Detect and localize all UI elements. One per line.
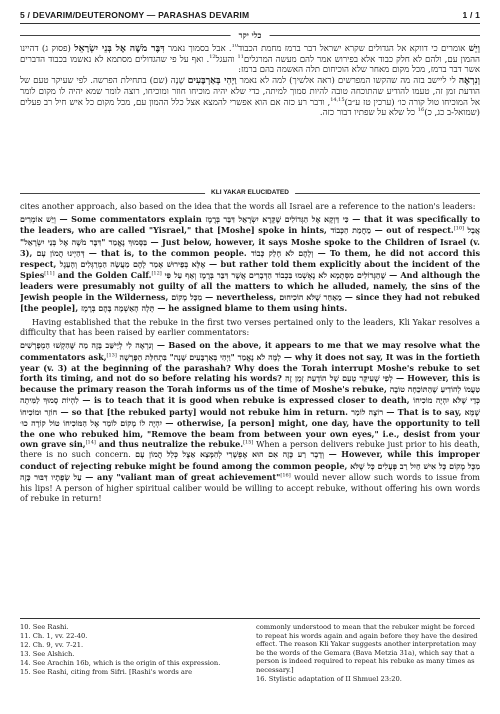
- translation: and the Golden Calf.: [54, 270, 152, 281]
- hebrew-verse-quote: וַיְהִי בְּאַרְבָּעִים: [187, 75, 237, 87]
- hebrew-text: כל שלא על שפתיו דבור כזה.: [319, 108, 418, 119]
- translation: — nevertheless,: [202, 291, 280, 302]
- translation: — any "valiant man of great achievement": [81, 471, 281, 482]
- running-head: [20, 8, 480, 24]
- hebrew-commentary: [20, 44, 480, 186]
- hebrew-phrase: וְלָהֶם לֹא חָלַק כָּבוֹד: [250, 248, 314, 258]
- translation: — out of respect.: [370, 225, 454, 236]
- hebrew-phrase: וְיֵשׁ אוֹמְרִים: [20, 215, 56, 225]
- translation: — otherwise, [a person] might, one day, have the opportunity to tell the one who rebuked him, "Remove the beam from between your own eyes," i.e., desist from your own grave sin,: [20, 417, 480, 450]
- english-paragraph-3: [20, 340, 480, 503]
- hebrew-phrase: רוֹצֶה לוֹמַר: [351, 407, 384, 417]
- hebrew-phrase: לְפִי שֶׁעִיקַּר טַעַם שֶׁל הוֹדָעַת זְמַן זֶה: [285, 374, 393, 384]
- elucidated-divider: [20, 188, 480, 198]
- footnotes: [20, 618, 480, 684]
- hebrew-text: אומרים כי דווקא אל הגדולים שקרא ישראל דבר ברמז מחמת הכבוד: [238, 44, 469, 54]
- hebrew-phrase: מִכָּל מָקוֹם כָּל אִישׁ חַיִל רַב פְּעָלִים כָּל שֶׁלֹּא עַל שְׂפָתָיו דִּבּוּר כָּזֶה: [20, 461, 480, 482]
- hebrew-dibbur-hamaschil: וְנִרְאֶה: [458, 75, 480, 87]
- hebrew-dibbur-hamaschil: וְיֵשׁ: [468, 44, 480, 54]
- hebrew-text: (ראה אלשיך) למה לא נאמר: [236, 76, 338, 87]
- translation: and thus neutralize the rebuke.: [95, 439, 244, 450]
- english-paragraph-1: [20, 214, 480, 314]
- translation: — That is to say,: [383, 406, 465, 417]
- footnote: 11. Ch. 1, vv. 22-40.: [20, 632, 88, 641]
- hebrew-paragraph-1: [20, 44, 480, 76]
- hebrew-text: לי ליישב בזה מה שהקשו המפרשים: [337, 76, 459, 87]
- page: [20, 8, 480, 708]
- hebrew-text: (פסוק ג) דהיינו ההמון עם, ולהם לא חלק כבוד אלא בפירוש אמר להם מעשה המרגלים: [20, 44, 480, 65]
- hebrew-phrase: וְדָבָר רַע כָּזֶה אִם הוּא אֶפְשָׁרִי לְהִמָּצֵא אֵצֶל כְּלַל הֲמוֹן עָם: [135, 450, 325, 460]
- translation: — However, while this improper conduct of rejecting rebuke might be found among the common people,: [20, 449, 480, 471]
- hebrew-phrase: לָמָּה לֹא נֶאֱמַר "וַיְהִי בְּאַרְבָּעִים שָׁנָה" בִּתְחִלַּת הַפָּרָשָׁה: [119, 352, 282, 362]
- translation: — Just below, however, it says Moshe spoke to the Children of Israel (v. 3),: [20, 236, 480, 258]
- hebrew-text: והעגל: [215, 54, 238, 65]
- translation: — To them, he did not accord this respect,: [20, 247, 480, 270]
- hebrew-phrase: אֲבָל בַּסָּמוּךְ נֶאֱמַר "דִּבֶּר מֹשֶׁה אֶל בְּנֵי יִשְׂרָאֵל": [20, 226, 480, 247]
- footnote-marker: 10: [231, 44, 239, 50]
- hebrew-verse-quote: דִּבֶּר מֹשֶׁה אֶל בְּנֵי יִשְׂרָאֵל: [74, 44, 165, 54]
- page-number: 1 / 1: [462, 10, 480, 20]
- translation: — Some commentators explain: [55, 214, 206, 225]
- hebrew-phrase: דְּהַיְינוּ הֲמוֹן עָם: [36, 248, 85, 258]
- hebrew-phrase: כִּי דַּוְקָא אֶל הַגְּדוֹלִים שֶׁקָּרָא יִשְׂרָאֵל דִּבֵּר בְּרֶמֶז: [205, 215, 349, 225]
- footnotes-left-column: [20, 623, 244, 684]
- hebrew-phrase: אֶלָּא בְּפֵירוּשׁ אָמַר לָהֶם מַעֲשֵׂה הַמְרַגְּלִים וְהָעֵגֶל: [59, 260, 206, 270]
- hebrew-text: . ואף על פי שהגדולים מסתמא לא נאשמו בכבוד הדברים אשר דבר ברמז, מכל מקום מאחר שלא הוכיחום תלה האשמה בהם ברמז:: [20, 54, 480, 76]
- english-paragraph-2: Having established that the rebuke in the first two verses pertained only to the leaders, Kli Yakar resolves a difficulty that has been raised by earlier commentators:: [20, 317, 480, 338]
- hebrew-phrase: וְאַף עַל פִּי: [164, 271, 197, 281]
- footnote-marker: [16]: [280, 472, 291, 479]
- text: would never allow such words to issue from his lips! A person of higher spiritual caliber would be willing to accept rebuke, without offering his own words of rebuke in return!: [20, 471, 480, 504]
- translation: — so that [the rebuked party] would not rebuke him in return.: [57, 406, 352, 417]
- footnote-marker: 16: [417, 107, 425, 114]
- hebrew-text: שָׁנָה (שם) בתחילת הפרשה. לפי שעיקר טעם של הודעת זמן זה, טעמו להודיע שהתוכחה טובה להיות סמוך למיתה, כדי שלא יהיה מוכיחו חוזר ומוכיחו, רוצה לומר שמא יהיה לו מקום לומר אל המוכיחו טול קורה כו׳ (ערכין טז ע״ב): [20, 76, 480, 108]
- footnote-marker: 14,15: [330, 96, 345, 103]
- hebrew-phrase: מֵחֲמַת הַכָּבוֹד: [330, 226, 371, 236]
- footnote: 12. Ch. 9, vv. 7-21.: [20, 641, 84, 650]
- footnote-marker: 11: [237, 53, 244, 60]
- running-head-title: 5 / DEVARIM/DEUTERONOMY — PARASHAS DEVARIM: [20, 10, 250, 20]
- english-elucidation: [20, 201, 480, 599]
- footnote-marker: [10]: [453, 225, 465, 232]
- hebrew-text: , ודבר רע כזה אם הוא אפשרי להמצא אצל כלל ההמון עם, מכל מקום כל איש חיל רב פעלים (שמואל-ב כג, כ): [20, 97, 480, 119]
- translation: — However, this is because the primary reason the Torah informs us of the time of Moshe's rebuke,: [20, 373, 480, 395]
- translation: — Based on the above, it appears to me that we may resolve what the commentators ask,: [20, 340, 480, 362]
- hebrew-text: . אבל בסמוך נאמר: [164, 44, 232, 54]
- kli-yakar-divider: [20, 30, 480, 40]
- footnote-marker: [13]: [106, 351, 117, 358]
- translation: — but rather told them explicitly about the incident of the Spies: [20, 259, 480, 281]
- kli-yakar-label: כלי יקר: [231, 30, 270, 40]
- hebrew-phrase: שֶׁהַגְּדוֹלִים מִסְּתָמָא לֹא נֶאְשְׁמוּ בִּכְבוֹד הַדְּבָרִים אֲשֶׁר דִּבֵּר בְּרֶמֶז: [199, 271, 387, 281]
- translation: — is to teach that it is good when rebuke is expressed closer to death,: [78, 395, 414, 406]
- footnote: 13. See Alshich.: [20, 650, 75, 659]
- hebrew-phrase: שֶׁמָּא יִהְיֶה לוֹ מָקוֹם לוֹמַר אֶל הַמּוֹכִיחוֹ טוֹל קוֹרָה כוּ׳: [20, 407, 480, 428]
- hebrew-phrase: וְנִרְאֶה לִי לְיַישֵּׁב בָּזֶה מַה שֶּׁהִקְשׁוּ הַמְפָרְשִׁים: [20, 341, 154, 351]
- footnote-marker: [12]: [151, 270, 162, 277]
- footnote: 10. See Rashi.: [20, 623, 69, 631]
- hebrew-phrase: טַעֲמוֹ לְהוֹדִיעַ שֶׁהַתּוֹכֵחָה טוֹבָה לִהְיוֹת סָמוּךְ לַמִּיתָה: [20, 385, 480, 406]
- hebrew-phrase: מֵאַחַר שֶׁלֹּא הוֹכִיחוּם: [279, 292, 342, 302]
- translation: — that is, to the common people.: [84, 247, 251, 258]
- footnote-marker: 12: [209, 53, 216, 60]
- footnote: 16. Stylistic adaptation of II Shmuel 23:20.: [256, 675, 402, 684]
- translation: — he assigned blame to them using hints.: [154, 302, 348, 313]
- hebrew-paragraph-2: [20, 76, 480, 119]
- translation: — why it does not say, It was in the fortieth year (v. 3) at the beginning of the parashah? Why does the Torah interrupt Moshe's rebuke to set forth its timing, and not do so before relating his words?: [20, 351, 480, 384]
- translation: — that it was specifically to the leaders, who are called "Yisrael," that [Moshe] spoke in hints,: [20, 214, 480, 236]
- hebrew-phrase: כְּדֵי שֶׁלֹּא יִהְיֶה מוֹכִיחוֹ חוֹזֵר וּמוֹכִיחוֹ: [20, 396, 480, 417]
- translation: — since they had not rebuked [the people],: [20, 291, 480, 313]
- hebrew-phrase: תָּלָה הָאַשְׁמָה בָּהֶם בְּרֶמֶז: [80, 303, 155, 313]
- footnote-marker: [11]: [44, 270, 55, 277]
- footnote: commonly understood to mean that the rebuker might be forced to repeat his words again and again before they have the desired effect. The reason Kli Yakar suggests another interpretation may be the words of the Gemara (Bava Metzia 31a), which say that a person is indeed required to repeat his rebuke as many times as necessary.]: [256, 623, 478, 674]
- elucidated-label: KLI YAKAR ELUCIDATED: [205, 188, 295, 198]
- english-paragraph-0: cites another approach, also based on the idea that the words all Israel are a reference to the nation's leaders:: [20, 201, 476, 211]
- footnotes-right-column: [256, 623, 480, 684]
- hebrew-phrase: מִכָּל מָקוֹם: [171, 292, 203, 302]
- footnote-marker: [15]: [243, 439, 254, 446]
- footnote: 15. See Rashi, citing from Sifri. [Rashi's words are: [20, 668, 193, 677]
- text: When a person delivers rebuke just prior to his death, there is no such concern.: [20, 439, 480, 460]
- footnote-marker: [14]: [85, 439, 96, 446]
- footnote: 14. See Arachin 16b, which is the origin of this expression.: [20, 659, 221, 668]
- translation: — And although the leaders were presumably not guilty of all the matters to which he alluded, namely, the sins of the Jewish people in the Wilderness,: [20, 270, 480, 302]
